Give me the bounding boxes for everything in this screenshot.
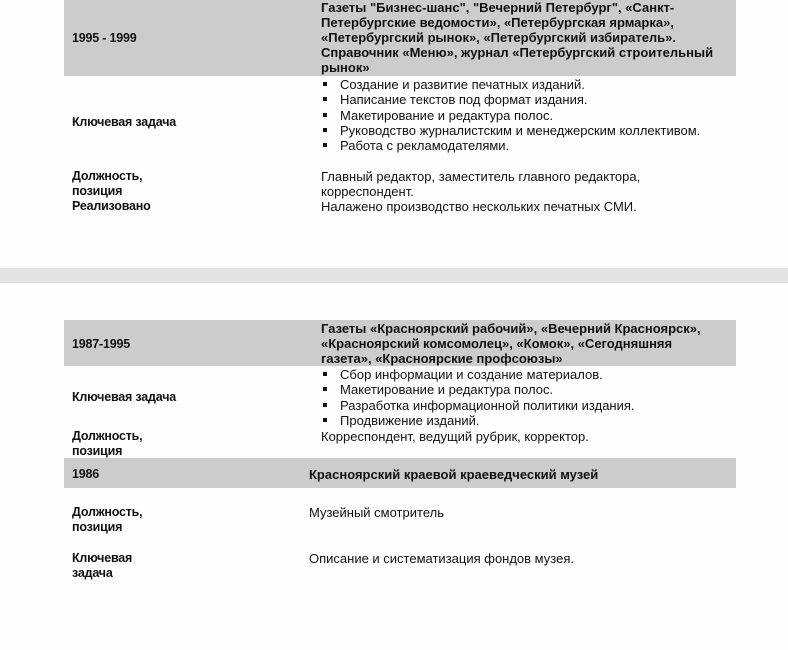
page-break-divider: [0, 268, 788, 283]
key-task-list: [321, 77, 700, 153]
position-value: [321, 169, 640, 199]
employer-line: «Петербургский рынок», «Петербургский избиратель».: [321, 30, 677, 45]
label-line: Должность,: [72, 505, 143, 519]
position-value: Музейный смотритель: [309, 505, 444, 520]
label-line: задача: [72, 566, 113, 580]
label-line: Должность,: [72, 169, 143, 183]
job-employer: Красноярский краевой краеведческий музей: [309, 467, 599, 482]
achieved-value: Налажено производство нескольких печатных СМИ.: [321, 199, 637, 214]
employer-line: Газеты "Бизнес-шанс", "Вечерний Петербург", «Санкт-: [321, 0, 675, 15]
key-task-label: [72, 551, 132, 581]
value-line: корреспондент.: [321, 184, 414, 199]
label-line: позиция: [72, 184, 123, 198]
job-employer: [321, 321, 701, 366]
label-line: Должность,: [72, 429, 143, 443]
employer-line: Газеты «Красноярский рабочий», «Вечерний Красноярск»,: [321, 321, 701, 336]
position-label: [72, 429, 142, 459]
label-line: Ключевая: [72, 551, 133, 565]
key-task-item: Создание и развитие печатных изданий.: [321, 77, 700, 92]
job-period: 1987-1995: [72, 337, 130, 351]
key-task-item: Сбор информации и создание материалов.: [321, 367, 635, 382]
position-value: Корреспондент, ведущий рубрик, корректор.: [321, 429, 589, 444]
key-task-item: Написание текстов под формат издания.: [321, 92, 700, 107]
employer-line: Справочник «Меню», журнал «Петербургский строительный: [321, 45, 714, 60]
value-line: Главный редактор, заместитель главного редактора,: [321, 169, 641, 184]
key-task-label: Ключевая задача: [72, 115, 177, 129]
key-task-item: Руководство журналистским и менеджерским коллективом.: [321, 123, 700, 138]
job-employer: [321, 0, 713, 75]
key-task-item: Макетирование и редактура полос.: [321, 108, 700, 123]
key-task-value: Описание и систематизация фондов музея.: [309, 551, 574, 566]
label-line: позиция: [72, 444, 123, 458]
employer-line: рынок»: [321, 60, 370, 75]
key-task-item: Продвижение изданий.: [321, 413, 635, 428]
employer-line: «Красноярский комсомолец», «Комок», «Сегодняшняя: [321, 336, 673, 351]
key-task-item: Работа с рекламодателями.: [321, 138, 700, 153]
label-line: позиция: [72, 520, 123, 534]
position-label: [72, 505, 142, 535]
key-task-item: Макетирование и редактура полос.: [321, 382, 635, 397]
achieved-label: Реализовано: [72, 199, 151, 213]
key-task-item: Разработка информационной политики издания.: [321, 398, 635, 413]
key-task-list: [321, 367, 635, 428]
position-label: [72, 169, 142, 199]
job-period: 1995 - 1999: [72, 31, 137, 45]
employer-line: Петербургские ведомости», «Петербургская ярмарка»,: [321, 15, 674, 30]
employer-line: газета», «Красноярские профсоюзы»: [321, 351, 563, 366]
key-task-label: Ключевая задача: [72, 390, 177, 404]
job-period: 1986: [72, 467, 100, 481]
